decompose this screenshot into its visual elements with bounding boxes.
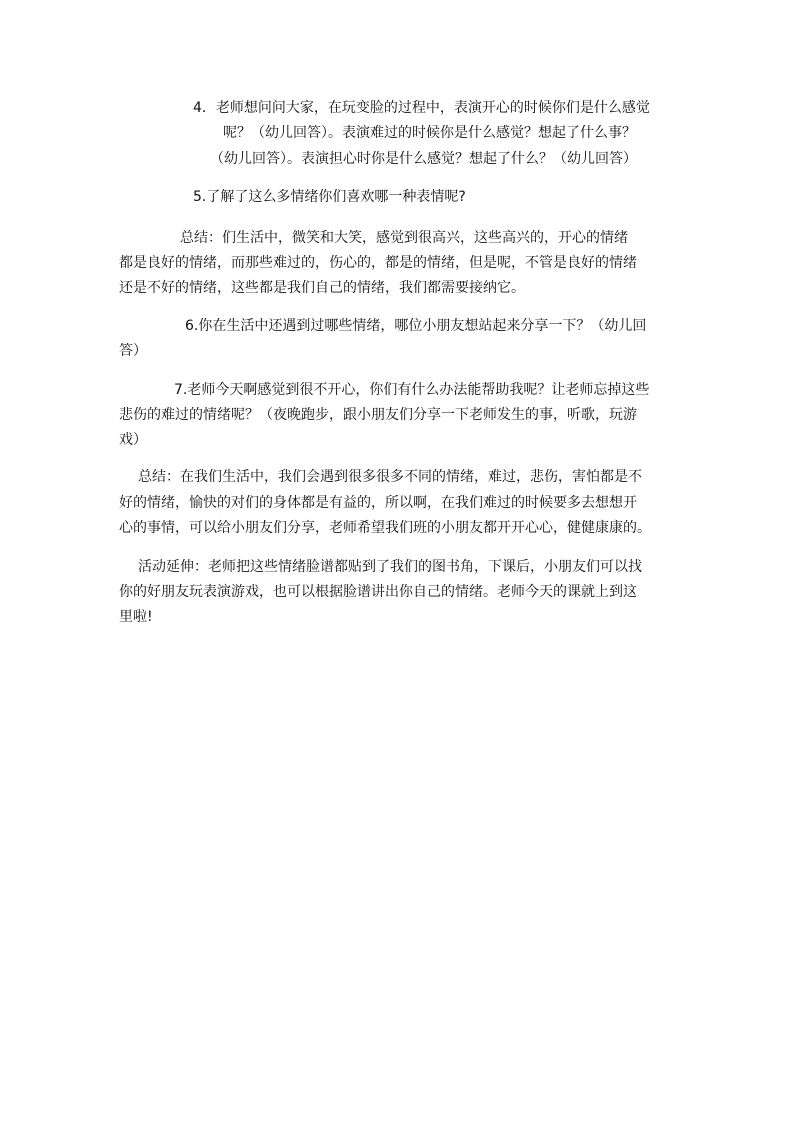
text-line: 戏） xyxy=(119,432,147,448)
text-line: 答） xyxy=(119,343,147,359)
text-line: 你的好朋友玩表演游戏，也可以根据脸谱讲出你自己的情绪。老师今天的课就上到这 xyxy=(119,584,637,600)
text-line: 都是良好的情绪，而那些难过的，伤心的，都是的情绪，但是呢，不管是良好的情绪 xyxy=(119,255,637,271)
text-line: 7.老师今天啊感觉到很不开心，你们有什么办法能帮助我呢？让老师忘掉这些 xyxy=(174,382,650,398)
text-line: 里啦! xyxy=(119,609,153,625)
text-line: 好的情绪，愉快的对们的身体都是有益的，所以啊，在我们难过的时候要多去想想开 xyxy=(119,495,637,511)
text-line: 呢？（幼儿回答）。表演难过的时候你是什么感觉？想起了什么事？ xyxy=(223,125,636,141)
text-line: 心的事情，可以给小朋友们分享，老师希望我们班的小朋友都开开心心，健健康康的。 xyxy=(119,520,651,536)
text-line: 总结：在我们生活中，我们会遇到很多很多不同的情绪，难过，悲伤，害怕都是不 xyxy=(138,469,642,485)
text-line: 悲伤的难过的情绪呢？（夜晚跑步，跟小朋友们分享一下老师发生的事，听歌，玩游 xyxy=(119,407,637,423)
text-line: 总结：们生活中，微笑和大笑，感觉到很高兴，这些高兴的，开心的情绪 xyxy=(180,230,628,246)
text-line: 4．老师想问问大家，在玩变脸的过程中，表演开心的时候你们是什么感觉 xyxy=(193,100,650,116)
text-line: 还是不好的情绪，这些都是我们自己的情绪，我们都需要接纳它。 xyxy=(119,280,525,296)
text-line: （幼儿回答）。表演担心时你是什么感觉？想起了什么？（幼儿回答） xyxy=(210,151,637,167)
text-line: 活动延伸：老师把这些情绪脸谱都贴到了我们的图书角，下课后，小朋友们可以找 xyxy=(138,559,642,575)
text-line: 5.了解了这么多情绪你们喜欢哪一种表情呢? xyxy=(193,189,466,205)
text-line: 6.你在生活中还遇到过哪些情绪，哪位小朋友想站起来分享一下？（幼儿回 xyxy=(185,318,647,334)
